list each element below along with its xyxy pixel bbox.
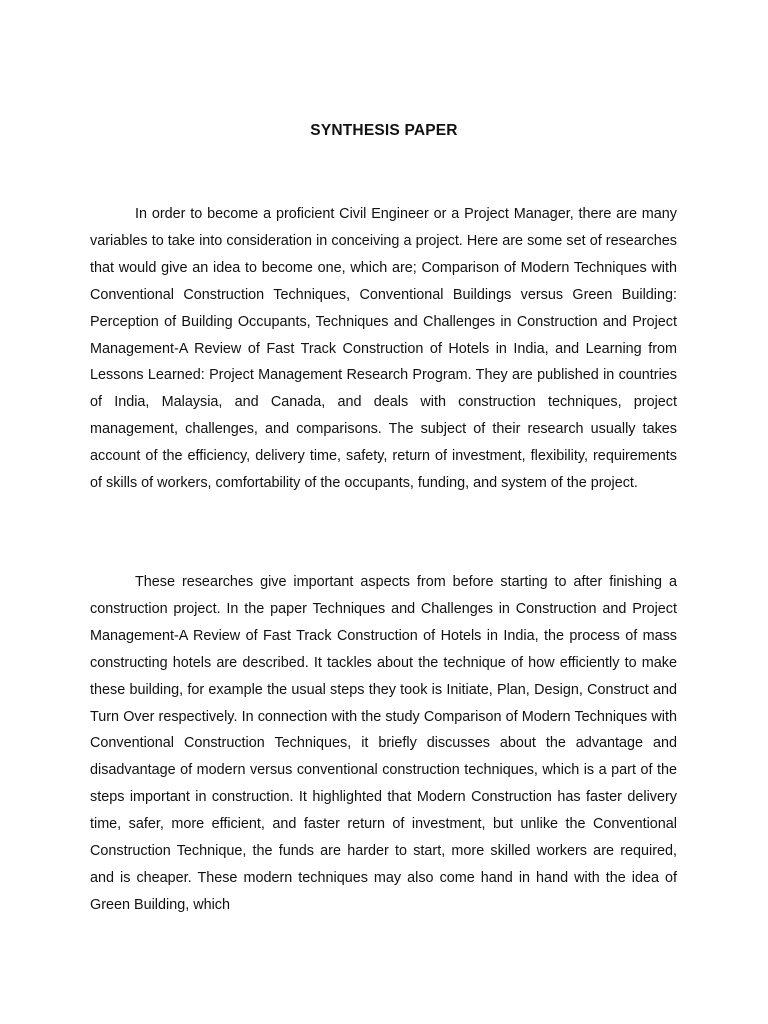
page-title: SYNTHESIS PAPER	[310, 122, 458, 139]
paragraph-body: These researches give important aspects from before starting to after finishing a construction project. In the paper Techniques and Challenges in Construction and Project Management-A Review of Fast Track Construction of Hotels in India, the process of mass constructing hotels are described. It tackles about the technique of how efficiently to make these building, for example the usual steps they took is Initiate, Plan, Design, Construct and Turn Over respectively. In connection with the study Comparison of Modern Techniques with Conventional Construction Techniques, it briefly discusses about the advantage and disadvantage of modern versus conventional construction techniques, which is a part of the steps important in construction. It highlighted that Modern Construction has faster delivery time, safer, more efficient, and faster return of investment, but unlike the Conventional Construction Technique, the funds are harder to start, more skilled workers are required, and is cheaper. These modern techniques may also come hand in hand with the idea of Green Building, which	[90, 574, 677, 913]
paragraph-intro: In order to become a proficient Civil Engineer or a Project Manager, there are many variables to take into consideration in conceiving a project. Here are some set of researches that would give an idea to become one, which are; Comparison of Modern Techniques with Conventional Construction Techniques, Conventional Buildings versus Green Building: Perception of Building Occupants, Techniques and Challenges in Construction and Project Management-A Review of Fast Track Construction of Hotels in India, and Learning from Lessons Learned: Project Management Research Program. They are published in countries of India, Malaysia, and Canada, and deals with construction techniques, project management, challenges, and comparisons. The subject of their research usually takes account of the efficiency, delivery time, safety, return of investment, flexibility, requirements of skills of workers, comfortability of the occupants, funding, and system of the project.	[90, 206, 677, 492]
